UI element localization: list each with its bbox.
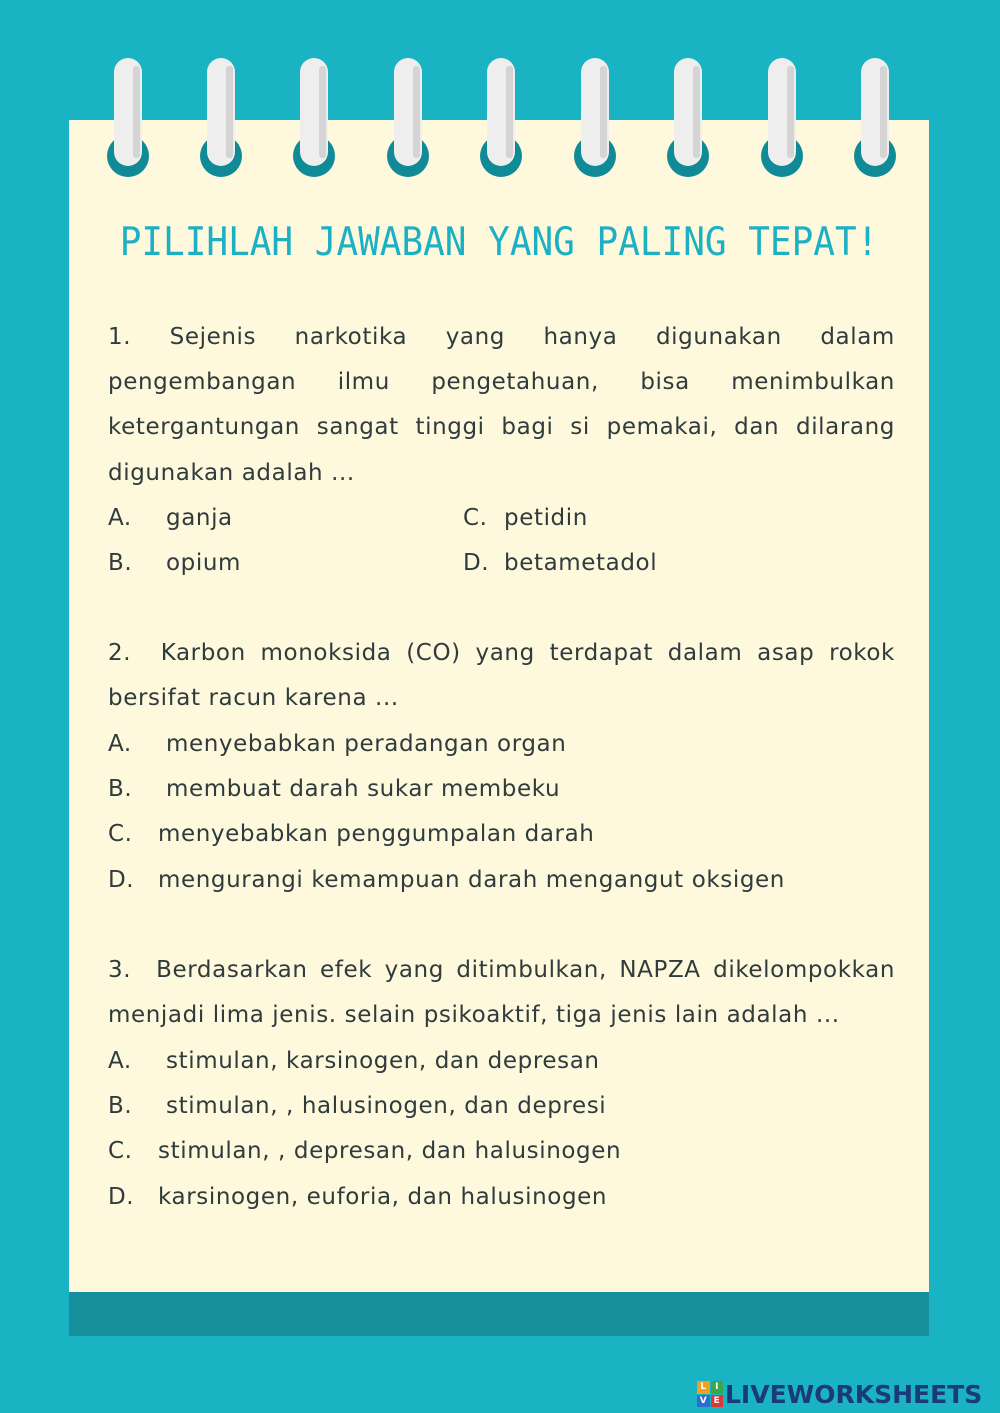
option-label: C. [108,1138,133,1164]
spiral-ring [105,56,155,181]
option-label: A. [108,505,132,531]
ring-shade [787,66,794,158]
option-label: A. [108,1048,132,1074]
option-text: menyebabkan penggumpalan darah [158,821,595,847]
ring-shade [880,66,887,158]
question-body: Berdasarkan efek yang ditimbulkan, NAPZA dikelompokkan menjadi lima jenis. selain psikoaktif, tiga jenis lain adalah ... [108,957,896,1029]
ring-shade [413,66,420,158]
question-word: dalam [820,324,895,350]
option-a[interactable] [108,722,566,767]
option-label: C. [108,821,133,847]
spiral-ring [665,56,715,181]
ring-shade [693,66,700,158]
option-c[interactable] [108,1129,621,1174]
logo-letter: E [711,1395,724,1408]
question-text: pengembangan ilmu pengetahuan, bisa menimbulkan ketergantungan sangat tinggi bagi si pemakai, dan dilarang digunakan adalah ... [108,369,895,486]
option-text: membuat darah sukar membeku [166,776,561,802]
logo-letter: I [711,1381,724,1394]
question-number: 3. [108,957,132,983]
option-text: mengurangi kemampuan darah mengangut oksigen [158,867,785,893]
ring-shade [226,66,233,158]
question-number: 1. [108,324,132,350]
question-word: yang [445,324,505,350]
option-text: stimulan, , depresan, dan halusinogen [158,1138,622,1164]
question-body: Karbon monoksida (CO) yang terdapat dalam asap rokok bersifat racun karena ... [108,640,895,712]
ring-shade [133,66,140,158]
spiral-ring [291,56,341,181]
option-label: C. [463,505,488,531]
option-text: karsinogen, euforia, dan halusinogen [158,1184,608,1210]
option-label: B. [108,776,133,802]
option-label: A. [108,731,132,757]
option-text: opium [166,550,242,576]
question-word: narkotika [294,324,408,350]
option-a[interactable] [108,1039,600,1084]
option-label: D. [108,867,135,893]
option-label: D. [108,1184,135,1210]
option-text: ganja [166,505,233,531]
spiral-ring [572,56,622,181]
question-word: hanya [543,324,618,350]
question-1-first-line [108,315,895,360]
logo-letter: L [697,1381,710,1394]
option-c[interactable] [463,496,588,541]
liveworksheets-wordmark: LIVEWORKSHEETS [725,1379,983,1409]
question-word: digunakan [655,324,782,350]
option-b[interactable] [108,767,560,812]
option-text: betametadol [504,550,658,576]
option-d[interactable] [108,1175,607,1220]
option-c[interactable] [108,812,594,857]
option-a[interactable] [108,496,233,541]
page-title: PILIHLAH JAWABAN YANG PALING TEPAT! [119,219,879,266]
logo-letter: V [697,1395,710,1408]
question-word: Sejenis [169,324,257,350]
option-label: B. [108,550,133,576]
question-text [108,631,895,722]
spiral-ring [759,56,809,181]
question-number: 2. [108,640,132,666]
option-label: D. [463,550,490,576]
spiral-ring [478,56,528,181]
ring-shade [319,66,326,158]
option-text: petidin [504,505,588,531]
spiral-ring [385,56,435,181]
option-d[interactable] [108,858,785,903]
ring-shade [600,66,607,158]
option-d[interactable] [463,541,657,586]
option-label: B. [108,1093,133,1119]
option-text: stimulan, , halusinogen, dan depresi [166,1093,607,1119]
liveworksheets-logo-icon [697,1381,723,1407]
question-text [108,948,895,1039]
option-b[interactable] [108,541,241,586]
ring-shade [506,66,513,158]
notepad-bottom-strip [69,1292,929,1336]
spiral-ring [198,56,248,181]
option-text: menyebabkan peradangan organ [166,731,567,757]
liveworksheets-logo[interactable] [697,1377,982,1411]
option-b[interactable] [108,1084,606,1129]
option-text: stimulan, karsinogen, dan depresan [166,1048,600,1074]
spiral-ring [852,56,902,181]
